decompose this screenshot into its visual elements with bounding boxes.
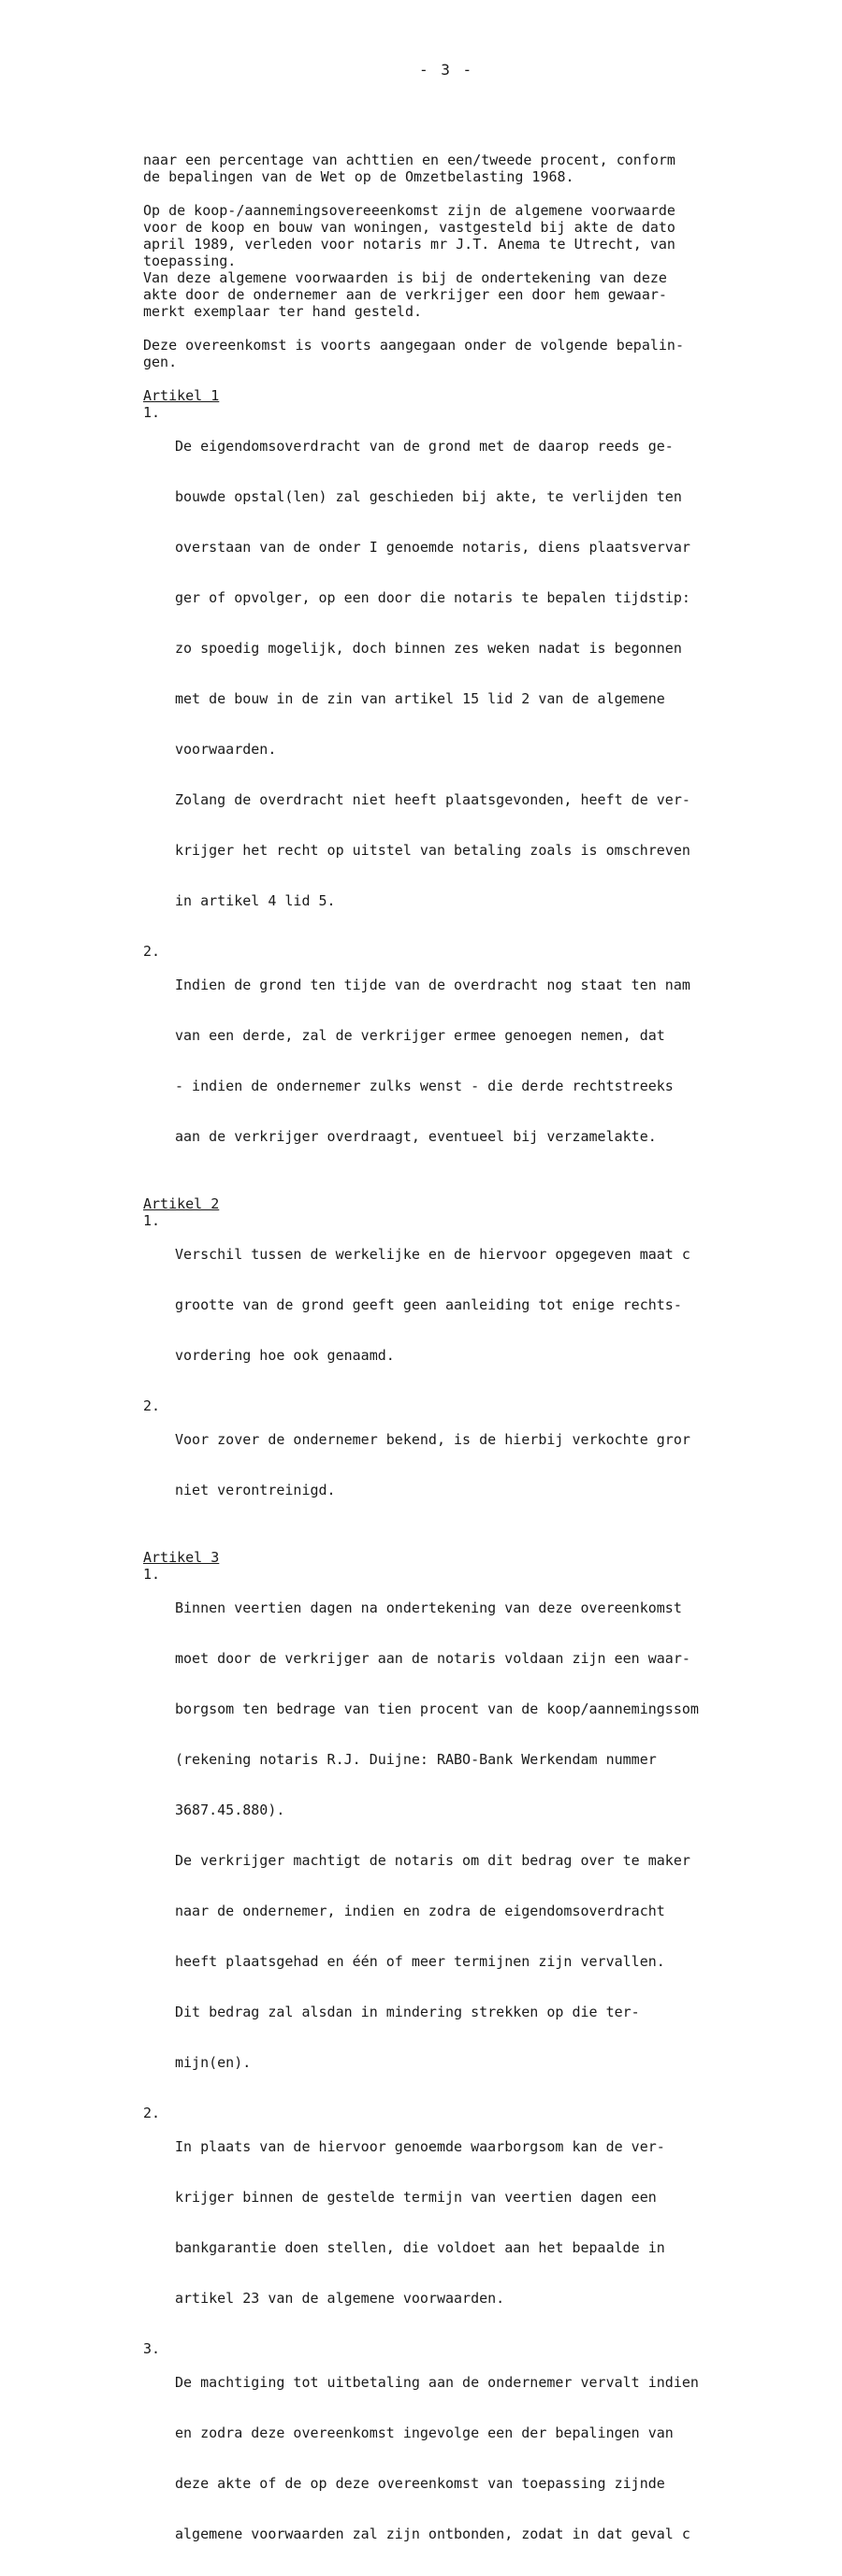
document-body: [143, 152, 831, 2576]
article-item: [143, 1212, 831, 1397]
text-line: voor de koop en bouw van woningen, vastgesteld bij akte de dato: [143, 219, 675, 236]
article-1: [143, 387, 831, 1179]
item-number: 1.: [143, 1566, 161, 1583]
text-line: overstaan van de onder I genoemde notaris, diens plaatsvervar: [175, 539, 690, 556]
text-line: vordering hoe ook genaamd.: [175, 1347, 395, 1364]
text-line: van een derde, zal de verkrijger ermee genoegen nemen, dat: [175, 1027, 665, 1044]
text-line: gen.: [143, 354, 178, 370]
general-conditions-paragraph: [143, 202, 831, 320]
text-line: toepassing.: [143, 253, 237, 269]
text-line: De machtiging tot uitbetaling aan de ondernemer vervalt indien: [175, 2374, 699, 2391]
text-line: Verschil tussen de werkelijke en de hiervoor opgegeven maat c: [175, 1246, 690, 1263]
text-line: De verkrijger machtigt de notaris om dit bedrag over te maker: [175, 1852, 690, 1869]
text-line: krijger binnen de gestelde termijn van veertien dagen een: [175, 2189, 657, 2206]
text-line: 3687.45.880).: [175, 1802, 285, 1818]
article-item: [143, 1566, 831, 2105]
text-line: grootte van de grond geeft geen aanleiding tot enige rechts-: [175, 1296, 682, 1313]
item-number: 2.: [143, 2105, 161, 2121]
page-number: - 3 -: [419, 61, 474, 79]
text-line: de bepalingen van de Wet op de Omzetbelasting 1968.: [143, 168, 574, 185]
article-item: [143, 1397, 831, 1532]
article-item: [143, 943, 831, 1179]
article-3: [143, 1549, 831, 2576]
article-heading: Artikel 1: [143, 387, 220, 404]
text-line: in artikel 4 lid 5.: [175, 892, 336, 909]
text-line: zo spoedig mogelijk, doch binnen zes weken nadat is begonnen: [175, 640, 682, 657]
text-line: naar een percentage van achttien en een/tweede procent, conform: [143, 152, 675, 168]
intro-paragraph: [143, 152, 831, 185]
text-line: Zolang de overdracht niet heeft plaatsgevonden, heeft de ver-: [175, 791, 690, 808]
text-line: merkt exemplaar ter hand gesteld.: [143, 303, 423, 320]
text-line: Indien de grond ten tijde van de overdracht nog staat ten nam: [175, 977, 690, 993]
text-line: deze akte of de op deze overeenkomst van toepassing zijnde: [175, 2475, 665, 2492]
text-line: (rekening notaris R.J. Duijne: RABO-Bank Werkendam nummer: [175, 1751, 657, 1768]
article-2: [143, 1195, 831, 1532]
text-line: - indien de ondernemer zulks wenst - die derde rechtstreeks: [175, 1078, 674, 1094]
text-line: Binnen veertien dagen na ondertekening van deze overeenkomst: [175, 1599, 682, 1616]
article-item: [143, 2340, 831, 2576]
text-line: heeft plaatsgehad en één of meer termijnen zijn vervallen.: [175, 1953, 665, 1970]
article-item: [143, 2105, 831, 2340]
provisions-intro-paragraph: [143, 337, 831, 370]
text-line: Voor zover de ondernemer bekend, is de hierbij verkochte gror: [175, 1431, 690, 1448]
text-line: met de bouw in de zin van artikel 15 lid 2 van de algemene: [175, 690, 665, 707]
text-line: voorwaarden.: [175, 741, 277, 758]
text-line: ger of opvolger, op een door die notaris te bepalen tijdstip:: [175, 589, 690, 606]
item-number: 3.: [143, 2340, 161, 2357]
text-line: niet verontreinigd.: [175, 1482, 336, 1498]
text-line: aan de verkrijger overdraagt, eventueel bij verzamelakte.: [175, 1128, 657, 1145]
item-number: 2.: [143, 1397, 161, 1414]
item-number: 1.: [143, 404, 161, 421]
text-line: krijger het recht op uitstel van betaling zoals is omschreven: [175, 842, 690, 859]
text-line: Op de koop-/aannemingsovereeenkomst zijn de algemene voorwaarde: [143, 202, 675, 219]
article-item: [143, 404, 831, 943]
text-line: april 1989, verleden voor notaris mr J.T. Anema te Utrecht, van: [143, 236, 675, 253]
text-line: Deze overeenkomst is voorts aangegaan onder de volgende bepalin-: [143, 337, 684, 354]
text-line: algemene voorwaarden zal zijn ontbonden, zodat in dat geval c: [175, 2525, 690, 2542]
text-line: Dit bedrag zal alsdan in mindering strekken op die ter-: [175, 2004, 640, 2020]
text-line: naar de ondernemer, indien en zodra de eigendomsoverdracht: [175, 1903, 665, 1919]
text-line: bankgarantie doen stellen, die voldoet aan het bepaalde in: [175, 2239, 665, 2256]
text-line: bouwde opstal(len) zal geschieden bij akte, te verlijden ten: [175, 488, 682, 505]
item-number: 1.: [143, 1212, 161, 1229]
text-line: artikel 23 van de algemene voorwaarden.: [175, 2290, 505, 2307]
item-number: 2.: [143, 943, 161, 960]
text-line: Van deze algemene voorwaarden is bij de ondertekening van deze: [143, 269, 667, 286]
text-line: In plaats van de hiervoor genoemde waarborgsom kan de ver-: [175, 2138, 665, 2155]
text-line: mijn(en).: [175, 2054, 252, 2071]
text-line: De eigendomsoverdracht van de grond met de daarop reeds ge-: [175, 438, 674, 455]
text-line: akte door de ondernemer aan de verkrijger een door hem gewaar-: [143, 286, 667, 303]
text-line: en zodra deze overeenkomst ingevolge een der bepalingen van: [175, 2424, 674, 2441]
text-line: borgsom ten bedrage van tien procent van de koop/aannemingssom: [175, 1700, 699, 1717]
article-heading: Artikel 2: [143, 1195, 220, 1212]
text-line: moet door de verkrijger aan de notaris voldaan zijn een waar-: [175, 1650, 690, 1667]
article-heading: Artikel 3: [143, 1549, 220, 1566]
